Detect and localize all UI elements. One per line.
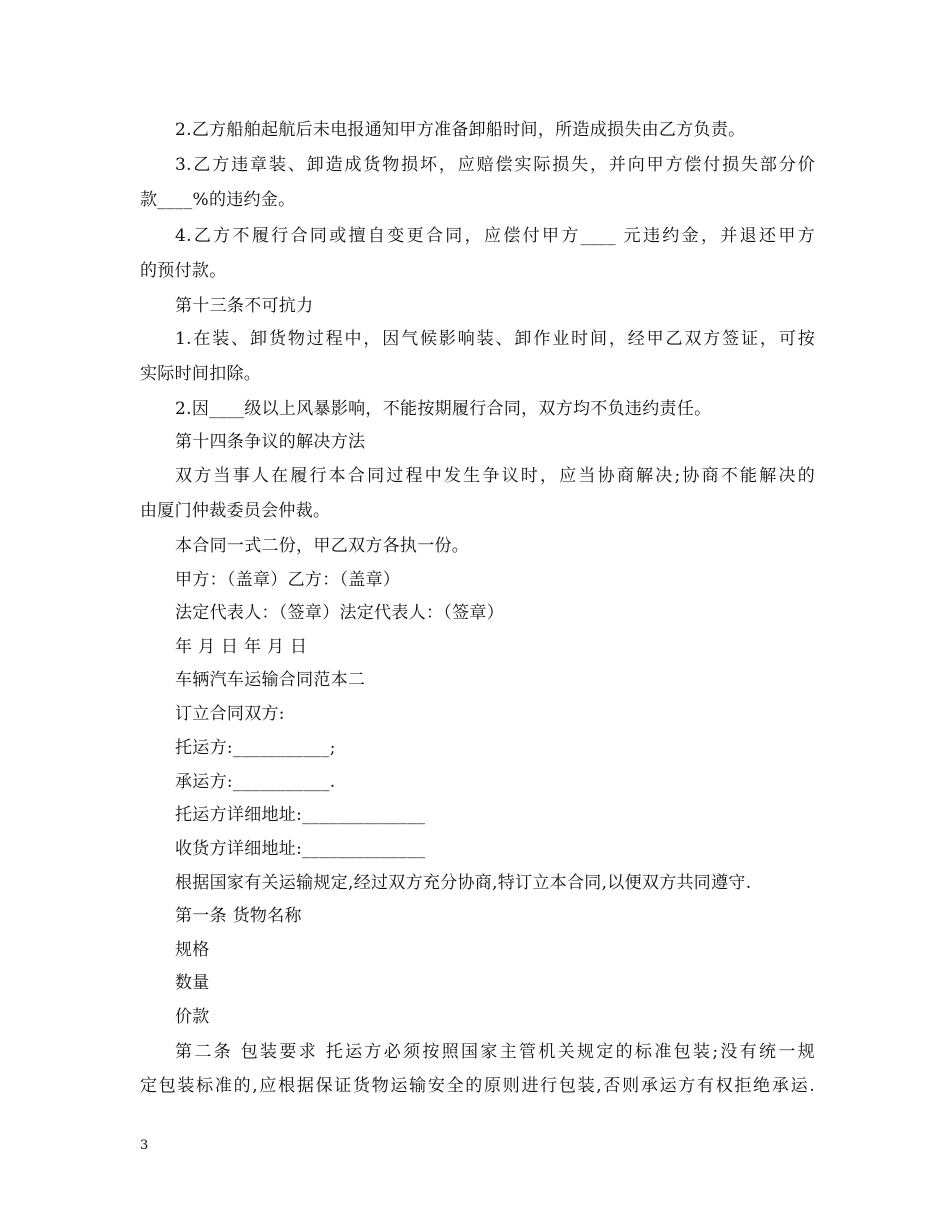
paragraph-line: 实际时间扣除。 bbox=[140, 364, 262, 384]
paragraph-line: 本合同一式二份，甲乙双方各执一份。 bbox=[175, 536, 470, 556]
form-field-line: 承运方:___________. bbox=[175, 772, 336, 792]
signature-line: 法定代表人：（签章）法定代表人：（签章） bbox=[175, 603, 504, 623]
paragraph-line: 由厦门仲裁委员会仲裁。 bbox=[140, 501, 331, 521]
signature-line: 甲方：（盖章）乙方：（盖章） bbox=[175, 570, 401, 590]
section-heading: 第一条 货物名称 bbox=[175, 906, 302, 926]
paragraph-line: 订立合同双方: bbox=[175, 704, 285, 724]
paragraph-line: 根据国家有关运输规定,经过双方充分协商,特订立本合同,以便双方共同遵守. bbox=[175, 873, 752, 893]
paragraph-line: 规格 bbox=[175, 940, 210, 960]
date-line: 年 月 日 年 月 日 bbox=[175, 637, 308, 657]
paragraph-line: 的预付款。 bbox=[140, 261, 227, 281]
paragraph-line: 4.乙方不履行合同或擅自变更合同，应偿付甲方____ 元违约金，并退还甲方 bbox=[175, 226, 815, 246]
paragraph-line: 价款 bbox=[175, 1007, 210, 1027]
form-field-line: 托运方:___________; bbox=[175, 738, 336, 758]
form-field-line: 收货方详细地址:______________ bbox=[175, 839, 426, 859]
paragraph-line: 款____%的违约金。 bbox=[140, 190, 296, 210]
paragraph-line: 1.在装、卸货物过程中，因气候影响装、卸作业时间，经甲乙双方签证，可按 bbox=[175, 329, 815, 349]
paragraph-line: 数量 bbox=[175, 973, 210, 993]
paragraph-line: 3.乙方违章装、卸造成货物损坏，应赔偿实际损失，并向甲方偿付损失部分价 bbox=[175, 155, 815, 175]
page-number: 3 bbox=[140, 1138, 149, 1153]
paragraph-line: 第二条 包装要求 托运方必须按照国家主管机关规定的标准包装;没有统一规 bbox=[175, 1042, 815, 1062]
form-field-line: 托运方详细地址:______________ bbox=[175, 805, 426, 825]
paragraph-line: 2.乙方船舶起航后未电报通知甲方准备卸船时间，所造成损失由乙方负责。 bbox=[175, 120, 746, 140]
paragraph-line: 2.因____级以上风暴影响，不能按期履行合同，双方均不负违约责任。 bbox=[175, 399, 712, 419]
document-title: 车辆汽车运输合同范本二 bbox=[175, 670, 366, 690]
section-heading: 第十四条争议的解决方法 bbox=[175, 432, 366, 452]
paragraph-line: 双方当事人在履行本合同过程中发生争议时，应当协商解决;协商不能解决的 bbox=[175, 466, 815, 486]
paragraph-line: 定包装标准的,应根据保证货物运输安全的原则进行包装,否则承运方有权拒绝承运. bbox=[140, 1076, 815, 1096]
section-heading: 第十三条不可抗力 bbox=[175, 296, 314, 316]
